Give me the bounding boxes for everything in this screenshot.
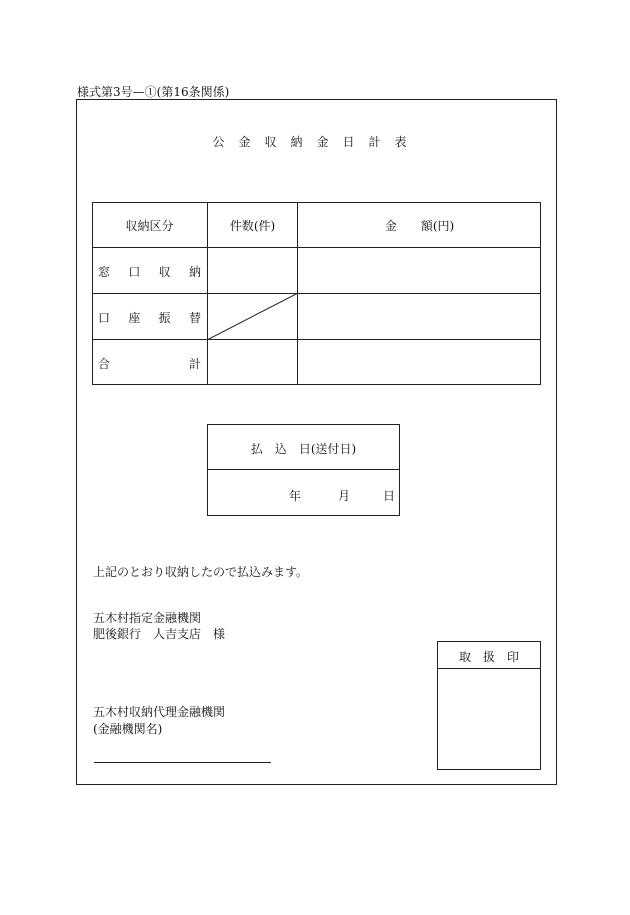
- row-divider: [92, 339, 541, 340]
- payment-date-divider: [207, 469, 400, 470]
- row-label-total: 合 計: [98, 357, 201, 371]
- header-count: 件数(件): [229, 219, 276, 233]
- stamp-area[interactable]: [438, 669, 540, 769]
- form-number: 様式第3号—①(第16条関係): [77, 85, 230, 99]
- agent-line1: 五木村収納代理金融機関: [93, 705, 226, 719]
- header-category: 収納区分: [125, 219, 174, 233]
- payment-date-day: 日: [383, 489, 396, 503]
- payment-date-year: 年: [289, 489, 302, 503]
- diagonal-slash: [207, 293, 298, 340]
- row-divider: [92, 293, 541, 294]
- payment-date-month: 月: [338, 489, 351, 503]
- row-label-transfer: 口 座 振 替: [98, 311, 201, 325]
- statement-text: 上記のとおり収納したので払込みます。: [93, 565, 309, 579]
- row-divider: [92, 247, 541, 248]
- header-amount: 金 額(円): [384, 219, 455, 233]
- stamp-box: [437, 641, 541, 770]
- addressee-line1: 五木村指定金融機関: [93, 611, 202, 625]
- institution-name-line[interactable]: [94, 762, 271, 763]
- payment-date-label: 払 込 日(送付日): [250, 442, 357, 456]
- summary-table: [92, 202, 541, 385]
- addressee-line2: 肥後銀行 人吉支店 様: [93, 627, 226, 641]
- stamp-box-label: 取 扱 印: [458, 650, 519, 664]
- payment-date-border: [207, 424, 400, 516]
- form-title: 公金収納金日計表: [212, 135, 421, 149]
- payment-date-box: [207, 424, 400, 516]
- row-label-window: 窓 口 収 納: [98, 265, 201, 279]
- agent-line2: (金融機関名): [93, 722, 163, 736]
